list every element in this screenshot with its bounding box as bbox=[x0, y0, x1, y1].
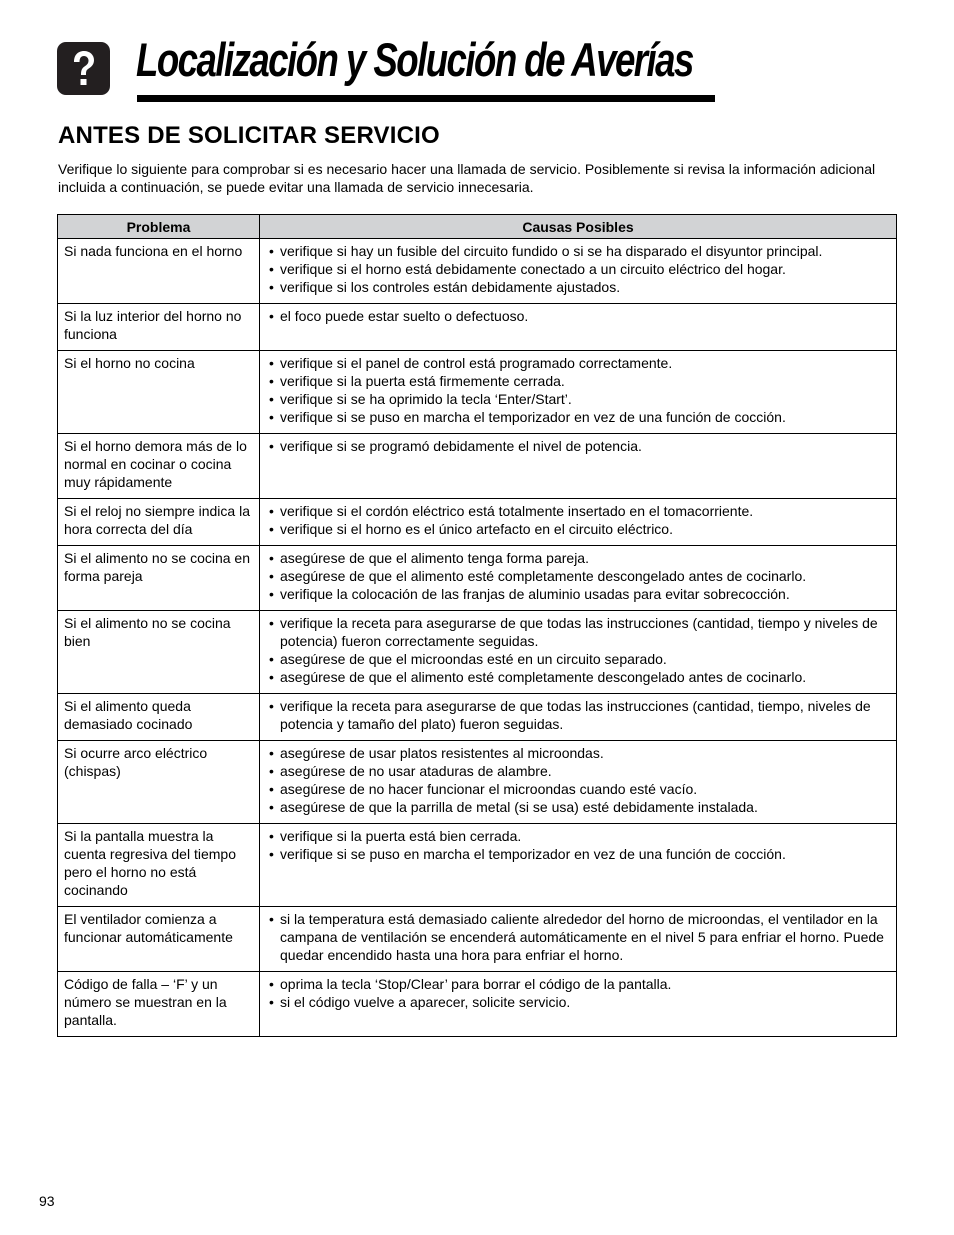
causes-list bbox=[266, 910, 890, 964]
cause-item: • verifique si se puso en marcha el temporizador en vez de una función de cocción. bbox=[266, 845, 890, 863]
table-body bbox=[58, 239, 897, 1037]
table-row bbox=[58, 694, 897, 741]
problem-cell: Si el horno no cocina bbox=[58, 351, 260, 434]
problem-cell: Si el alimento no se cocina bien bbox=[58, 611, 260, 694]
problem-cell: Código de falla – ‘F’ y un número se muestran en la pantalla. bbox=[58, 972, 260, 1037]
problem-cell: El ventilador comienza a funcionar automáticamente bbox=[58, 907, 260, 972]
cause-item: • verifique si el cordón eléctrico está totalmente insertado en el tomacorriente. bbox=[266, 502, 890, 520]
causes-list bbox=[266, 697, 890, 733]
table-row bbox=[58, 972, 897, 1037]
page-number: 93 bbox=[39, 1193, 55, 1209]
table-row bbox=[58, 434, 897, 499]
problem-cell: Si el reloj no siempre indica la hora correcta del día bbox=[58, 499, 260, 546]
cause-item: • el foco puede estar suelto o defectuoso. bbox=[266, 307, 890, 325]
cause-item: • asegúrese de que la parrilla de metal (si se usa) esté debidamente instalada. bbox=[266, 798, 890, 816]
problem-cell: Si ocurre arco eléctrico (chispas) bbox=[58, 741, 260, 824]
cause-item: • asegúrese de usar platos resistentes al microondas. bbox=[266, 744, 890, 762]
causes-cell bbox=[260, 694, 897, 741]
causes-cell bbox=[260, 304, 897, 351]
causes-cell bbox=[260, 499, 897, 546]
cause-item: • verifique si hay un fusible del circuito fundido o si se ha disparado el disyuntor principal. bbox=[266, 242, 890, 260]
causes-cell bbox=[260, 907, 897, 972]
column-header-problem: Problema bbox=[58, 215, 260, 239]
cause-item: • verifique si se puso en marcha el temporizador en vez de una función de cocción. bbox=[266, 408, 890, 426]
causes-cell bbox=[260, 611, 897, 694]
causes-list bbox=[266, 307, 890, 325]
cause-item: • asegúrese de que el alimento esté completamente descongelado antes de cocinarlo. bbox=[266, 668, 890, 686]
causes-cell bbox=[260, 546, 897, 611]
cause-item: • verifique si se programó debidamente el nivel de potencia. bbox=[266, 437, 890, 455]
table-header-row bbox=[58, 215, 897, 239]
troubleshooting-table bbox=[57, 214, 897, 1037]
title-underline bbox=[137, 95, 715, 102]
problem-cell: Si el alimento queda demasiado cocinado bbox=[58, 694, 260, 741]
problem-cell: Si el horno demora más de lo normal en cocinar o cocina muy rápidamente bbox=[58, 434, 260, 499]
problem-cell: Si la pantalla muestra la cuenta regresiva del tiempo pero el horno no está cocinando bbox=[58, 824, 260, 907]
cause-item: • verifique si el horno está debidamente conectado a un circuito eléctrico del hogar. bbox=[266, 260, 890, 278]
cause-item: • verifique la receta para asegurarse de que todas las instrucciones (cantidad, tiempo, niveles de potencia y tamaño del plato) fueron seguidas. bbox=[266, 697, 890, 733]
table-row bbox=[58, 824, 897, 907]
causes-cell bbox=[260, 972, 897, 1037]
cause-item: • verifique si se ha oprimido la tecla ‘Enter/Start’. bbox=[266, 390, 890, 408]
column-header-causes: Causas Posibles bbox=[260, 215, 897, 239]
causes-cell bbox=[260, 239, 897, 304]
causes-list bbox=[266, 975, 890, 1011]
table-row bbox=[58, 611, 897, 694]
causes-cell bbox=[260, 824, 897, 907]
causes-cell bbox=[260, 741, 897, 824]
cause-item: • asegúrese de que el alimento tenga forma pareja. bbox=[266, 549, 890, 567]
cause-item: • verifique si los controles están debidamente ajustados. bbox=[266, 278, 890, 296]
problem-cell: Si la luz interior del horno no funciona bbox=[58, 304, 260, 351]
table-row bbox=[58, 499, 897, 546]
causes-list bbox=[266, 744, 890, 816]
cause-item: • si la temperatura está demasiado caliente alrededor del horno de microondas, el ventilador en la campana de ventilación se encenderá automáticamente en el nivel 5 para enfriar el horno. Puede quedar encendido hasta una hora para enfriar el horno. bbox=[266, 910, 890, 964]
table-row bbox=[58, 546, 897, 611]
causes-list bbox=[266, 437, 890, 455]
causes-list bbox=[266, 502, 890, 538]
cause-item: • verifique si el panel de control está programado correctamente. bbox=[266, 354, 890, 372]
cause-item: • si el código vuelve a aparecer, solicite servicio. bbox=[266, 993, 890, 1011]
table-row bbox=[58, 907, 897, 972]
causes-cell bbox=[260, 351, 897, 434]
cause-item: • verifique si la puerta está bien cerrada. bbox=[266, 827, 890, 845]
cause-item: • verifique si la puerta está firmemente cerrada. bbox=[266, 372, 890, 390]
table-row bbox=[58, 741, 897, 824]
causes-list bbox=[266, 354, 890, 426]
causes-list bbox=[266, 614, 890, 686]
cause-item: • asegúrese de no hacer funcionar el microondas cuando esté vacío. bbox=[266, 780, 890, 798]
question-mark-icon bbox=[57, 42, 110, 95]
table-row bbox=[58, 351, 897, 434]
cause-item: • verifique la colocación de las franjas de aluminio usadas para evitar sobrecocción. bbox=[266, 585, 890, 603]
page-title: Localización y Solución de Averías bbox=[136, 33, 693, 86]
table-row bbox=[58, 239, 897, 304]
causes-cell bbox=[260, 434, 897, 499]
causes-list bbox=[266, 827, 890, 863]
cause-item: • asegúrese de que el alimento esté completamente descongelado antes de cocinarlo. bbox=[266, 567, 890, 585]
causes-list bbox=[266, 242, 890, 296]
section-heading: ANTES DE SOLICITAR SERVICIO bbox=[58, 122, 440, 149]
causes-list bbox=[266, 549, 890, 603]
cause-item: • asegúrese de que el microondas esté en un circuito separado. bbox=[266, 650, 890, 668]
problem-cell: Si el alimento no se cocina en forma pareja bbox=[58, 546, 260, 611]
cause-item: • oprima la tecla ‘Stop/Clear’ para borrar el código de la pantalla. bbox=[266, 975, 890, 993]
cause-item: • verifique la receta para asegurarse de que todas las instrucciones (cantidad, tiempo y niveles de potencia) fueron correctamente seguidas. bbox=[266, 614, 890, 650]
cause-item: • asegúrese de no usar ataduras de alambre. bbox=[266, 762, 890, 780]
table-row bbox=[58, 304, 897, 351]
intro-paragraph: Verifique lo siguiente para comprobar si es necesario hacer una llamada de servicio. Posiblemente si revisa la información adicional incluida a continuación, se puede evitar una llamada de servicio innecesaria. bbox=[58, 161, 876, 195]
problem-cell: Si nada funciona en el horno bbox=[58, 239, 260, 304]
cause-item: • verifique si el horno es el único artefacto en el circuito eléctrico. bbox=[266, 520, 890, 538]
